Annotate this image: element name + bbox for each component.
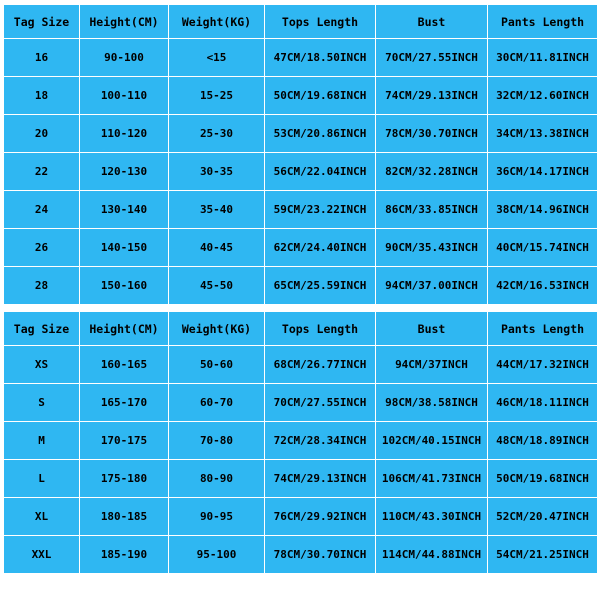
- cell-pants-length: 30CM/11.81INCH: [488, 39, 598, 77]
- cell-bust: 78CM/30.70INCH: [376, 115, 488, 153]
- column-header-tag-size: Tag Size: [4, 312, 80, 346]
- cell-bust: 98CM/38.58INCH: [376, 384, 488, 422]
- cell-pants-length: 54CM/21.25INCH: [488, 536, 598, 574]
- cell-weight: 90-95: [169, 498, 265, 536]
- cell-bust: 90CM/35.43INCH: [376, 229, 488, 267]
- cell-bust: 94CM/37.00INCH: [376, 267, 488, 305]
- cell-tops-length: 50CM/19.68INCH: [265, 77, 376, 115]
- column-header-tops-length: Tops Length: [265, 312, 376, 346]
- table-row: [4, 460, 598, 498]
- cell-pants-length: 44CM/17.32INCH: [488, 346, 598, 384]
- cell-height: 100-110: [80, 77, 169, 115]
- column-header-height: Height(CM): [80, 5, 169, 39]
- table-row: [4, 77, 598, 115]
- cell-tops-length: 53CM/20.86INCH: [265, 115, 376, 153]
- cell-weight: 50-60: [169, 346, 265, 384]
- cell-tag-size: 26: [4, 229, 80, 267]
- column-header-weight: Weight(KG): [169, 312, 265, 346]
- cell-bust: 102CM/40.15INCH: [376, 422, 488, 460]
- kids-size-chart-body: [4, 39, 598, 305]
- kids-size-chart-header: [4, 5, 598, 39]
- cell-tops-length: 78CM/30.70INCH: [265, 536, 376, 574]
- cell-height: 140-150: [80, 229, 169, 267]
- cell-tag-size: XXL: [4, 536, 80, 574]
- cell-weight: 70-80: [169, 422, 265, 460]
- cell-weight: 15-25: [169, 77, 265, 115]
- cell-height: 130-140: [80, 191, 169, 229]
- table-row: [4, 384, 598, 422]
- cell-tops-length: 70CM/27.55INCH: [265, 384, 376, 422]
- cell-height: 110-120: [80, 115, 169, 153]
- cell-tops-length: 74CM/29.13INCH: [265, 460, 376, 498]
- cell-weight: 60-70: [169, 384, 265, 422]
- column-header-weight: Weight(KG): [169, 5, 265, 39]
- cell-tops-length: 59CM/23.22INCH: [265, 191, 376, 229]
- cell-bust: 110CM/43.30INCH: [376, 498, 488, 536]
- cell-weight: 80-90: [169, 460, 265, 498]
- table-row: [4, 229, 598, 267]
- cell-weight: 25-30: [169, 115, 265, 153]
- cell-tag-size: 20: [4, 115, 80, 153]
- cell-bust: 74CM/29.13INCH: [376, 77, 488, 115]
- cell-height: 150-160: [80, 267, 169, 305]
- adult-size-chart-table: [3, 311, 598, 574]
- cell-pants-length: 50CM/19.68INCH: [488, 460, 598, 498]
- cell-height: 170-175: [80, 422, 169, 460]
- cell-pants-length: 40CM/15.74INCH: [488, 229, 598, 267]
- cell-bust: 86CM/33.85INCH: [376, 191, 488, 229]
- cell-weight: 45-50: [169, 267, 265, 305]
- cell-tops-length: 76CM/29.92INCH: [265, 498, 376, 536]
- column-header-bust: Bust: [376, 5, 488, 39]
- cell-weight: 40-45: [169, 229, 265, 267]
- cell-tag-size: M: [4, 422, 80, 460]
- cell-tag-size: 24: [4, 191, 80, 229]
- cell-weight: 95-100: [169, 536, 265, 574]
- cell-tops-length: 62CM/24.40INCH: [265, 229, 376, 267]
- table-row: [4, 346, 598, 384]
- cell-tops-length: 56CM/22.04INCH: [265, 153, 376, 191]
- cell-bust: 94CM/37INCH: [376, 346, 488, 384]
- cell-tops-length: 68CM/26.77INCH: [265, 346, 376, 384]
- cell-tops-length: 72CM/28.34INCH: [265, 422, 376, 460]
- cell-tag-size: XS: [4, 346, 80, 384]
- table-row: [4, 39, 598, 77]
- cell-height: 90-100: [80, 39, 169, 77]
- table-row: [4, 115, 598, 153]
- table-header-row: [4, 5, 598, 39]
- cell-bust: 70CM/27.55INCH: [376, 39, 488, 77]
- cell-weight: <15: [169, 39, 265, 77]
- cell-tag-size: 18: [4, 77, 80, 115]
- cell-pants-length: 48CM/18.89INCH: [488, 422, 598, 460]
- cell-height: 160-165: [80, 346, 169, 384]
- column-header-height: Height(CM): [80, 312, 169, 346]
- adult-size-chart-header: [4, 312, 598, 346]
- column-header-tops-length: Tops Length: [265, 5, 376, 39]
- cell-tag-size: L: [4, 460, 80, 498]
- adult-size-chart-body: [4, 346, 598, 574]
- table-header-row: [4, 312, 598, 346]
- cell-weight: 30-35: [169, 153, 265, 191]
- cell-tops-length: 65CM/25.59INCH: [265, 267, 376, 305]
- cell-tops-length: 47CM/18.50INCH: [265, 39, 376, 77]
- cell-bust: 82CM/32.28INCH: [376, 153, 488, 191]
- cell-height: 165-170: [80, 384, 169, 422]
- cell-pants-length: 32CM/12.60INCH: [488, 77, 598, 115]
- table-row: [4, 422, 598, 460]
- cell-weight: 35-40: [169, 191, 265, 229]
- cell-height: 120-130: [80, 153, 169, 191]
- cell-tag-size: S: [4, 384, 80, 422]
- cell-pants-length: 36CM/14.17INCH: [488, 153, 598, 191]
- cell-pants-length: 38CM/14.96INCH: [488, 191, 598, 229]
- table-row: [4, 191, 598, 229]
- kids-size-chart-table: [3, 4, 598, 305]
- table-row: [4, 536, 598, 574]
- cell-height: 185-190: [80, 536, 169, 574]
- cell-height: 175-180: [80, 460, 169, 498]
- cell-pants-length: 46CM/18.11INCH: [488, 384, 598, 422]
- column-header-tag-size: Tag Size: [4, 5, 80, 39]
- cell-tag-size: 28: [4, 267, 80, 305]
- cell-tag-size: XL: [4, 498, 80, 536]
- table-row: [4, 267, 598, 305]
- table-row: [4, 153, 598, 191]
- column-header-bust: Bust: [376, 312, 488, 346]
- cell-pants-length: 52CM/20.47INCH: [488, 498, 598, 536]
- table-row: [4, 498, 598, 536]
- cell-pants-length: 34CM/13.38INCH: [488, 115, 598, 153]
- column-header-pants-length: Pants Length: [488, 5, 598, 39]
- cell-pants-length: 42CM/16.53INCH: [488, 267, 598, 305]
- column-header-pants-length: Pants Length: [488, 312, 598, 346]
- cell-height: 180-185: [80, 498, 169, 536]
- cell-bust: 106CM/41.73INCH: [376, 460, 488, 498]
- cell-tag-size: 16: [4, 39, 80, 77]
- cell-tag-size: 22: [4, 153, 80, 191]
- cell-bust: 114CM/44.88INCH: [376, 536, 488, 574]
